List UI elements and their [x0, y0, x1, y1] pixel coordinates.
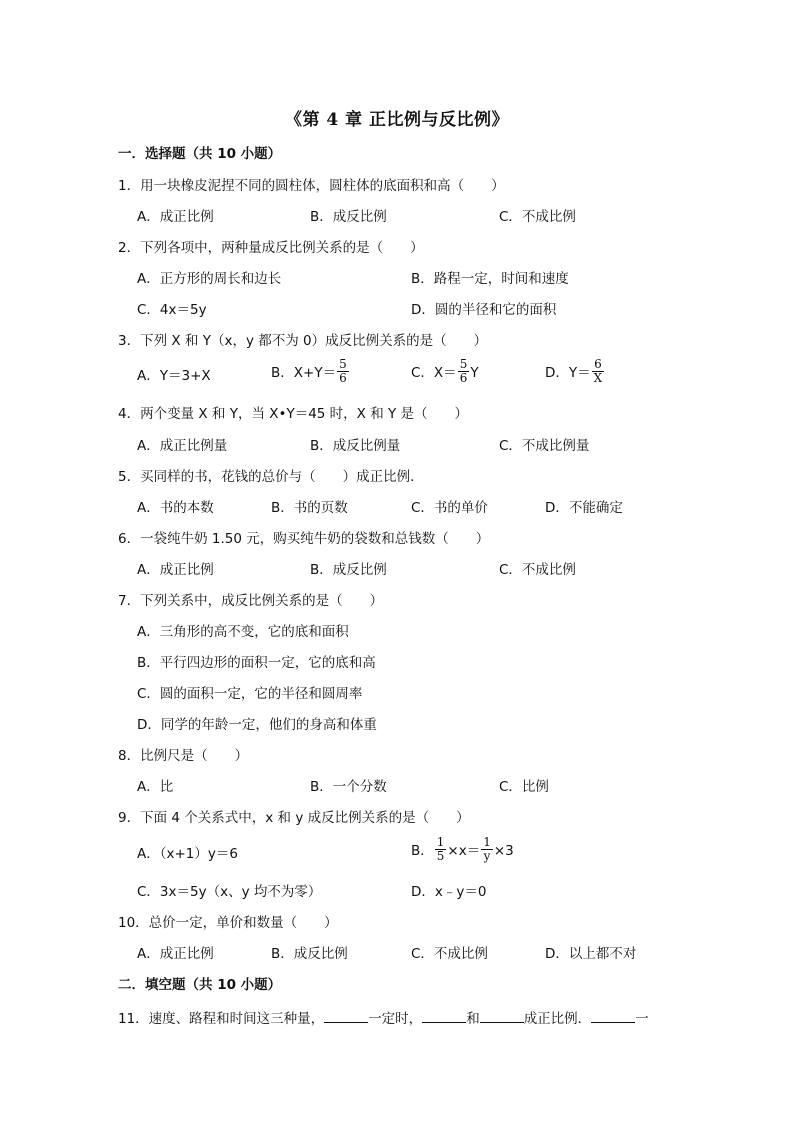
- section-heading-choice: 一．选择题（共 10 小题）: [118, 146, 282, 162]
- q2-option-d: D．圆的半径和它的面积: [411, 302, 557, 318]
- q9-option-b: [411, 835, 514, 864]
- q4-option-b: B．成反比例量: [310, 438, 401, 454]
- q5-option-d: D．不能确定: [545, 500, 623, 516]
- q7-option-c: C．圆的面积一定，它的半径和圆周率: [137, 686, 363, 702]
- q5-option-a: A．书的本数: [137, 500, 214, 516]
- q10-option-d: D．以上都不对: [545, 946, 637, 962]
- q9-option-b-fraction-2: [481, 836, 493, 862]
- q9-option-b-prefix: B．: [411, 843, 434, 860]
- q3-option-c-fraction: [458, 358, 470, 384]
- q6-option-c: C．不成比例: [499, 562, 576, 578]
- q3-option-d: [545, 357, 605, 386]
- answer-blank: [480, 1012, 524, 1023]
- question-6: 6．一袋纯牛奶 1.50 元，购买纯牛奶的袋数和总钱数（ ）: [118, 531, 490, 547]
- q7-option-d: D．同学的年龄一定，他们的身高和体重: [137, 717, 377, 733]
- fraction-numerator: 6: [594, 357, 602, 371]
- q10-option-b: B．成反比例: [271, 946, 348, 962]
- fraction-denominator: X: [593, 370, 603, 385]
- q10-option-c: C．不成比例: [411, 946, 488, 962]
- question-2: 2．下列各项中，两种量成反比例关系的是（ ）: [118, 240, 424, 256]
- q5-option-c: C．书的单价: [411, 500, 488, 516]
- q6-option-a: A．成正比例: [137, 562, 214, 578]
- q9-option-b-suffix: ×3: [493, 843, 514, 860]
- q11-text-2: 一定时，: [368, 1011, 423, 1027]
- q3-option-c-prefix: C．X＝: [411, 365, 457, 382]
- q3-option-d-prefix: D．Y＝: [545, 365, 591, 382]
- q9-option-b-middle: ×x＝: [447, 843, 481, 860]
- answer-blank: [591, 1012, 635, 1023]
- q11-text-5: 一: [635, 1011, 649, 1027]
- question-10: 10．总价一定，单价和数量（ ）: [118, 915, 338, 931]
- fraction-numerator: 5: [459, 357, 468, 371]
- question-5: 5．买同样的书，花钱的总价与（ ）成正比例．: [118, 469, 424, 485]
- q3-option-b: [271, 357, 350, 386]
- q3-option-c-suffix: Y: [470, 365, 479, 382]
- question-9: 9．下面 4 个关系式中，x 和 y 成反比例关系的是（ ）: [118, 810, 470, 826]
- q3-option-b-prefix: B．X+Y＝: [271, 365, 337, 382]
- fraction-denominator: 6: [459, 370, 468, 385]
- q2-option-b: B．路程一定，时间和速度: [411, 271, 569, 287]
- answer-blank: [324, 1012, 368, 1023]
- q9-option-a: A．（x+1）y＝6: [137, 846, 238, 862]
- fraction-numerator: 1: [436, 835, 445, 849]
- q1-option-c: C．不成比例: [499, 209, 576, 225]
- question-7: 7．下列关系中，成反比例关系的是（ ）: [118, 593, 384, 609]
- q6-option-b: B．成反比例: [310, 562, 387, 578]
- q9-option-b-fraction-1: [435, 836, 447, 862]
- question-3: 3．下列 X 和 Y（x，y 都不为 0）成反比例关系的是（ ）: [118, 333, 488, 349]
- question-4: 4．两个变量 X 和 Y，当 X•Y＝45 时，X 和 Y 是（ ）: [118, 406, 469, 422]
- q11-text-4: 成正比例．: [523, 1011, 592, 1027]
- page-title: 《第 4 章 正比例与反比例》: [284, 110, 510, 130]
- section-heading-fill-in: 二．填空题（共 10 小题）: [118, 977, 282, 993]
- q4-option-c: C．不成比例量: [499, 438, 590, 454]
- q3-option-a: A．Y＝3+X: [137, 368, 211, 384]
- answer-blank: [422, 1012, 466, 1023]
- q11-text-3: 和: [466, 1011, 480, 1027]
- fraction-denominator: 5: [436, 848, 445, 863]
- fraction-denominator: y: [483, 848, 491, 863]
- q2-option-c: C．4x＝5y: [137, 302, 207, 318]
- q1-option-a: A．成正比例: [137, 209, 214, 225]
- q9-option-d: D．x﹣y＝0: [411, 884, 487, 900]
- q8-option-c: C．比例: [499, 779, 549, 795]
- q9-option-c: C．3x＝5y（x、y 均不为零）: [137, 884, 322, 900]
- q1-option-b: B．成反比例: [310, 209, 387, 225]
- q4-option-a: A．成正比例量: [137, 438, 228, 454]
- q8-option-a: A．比: [137, 779, 174, 795]
- question-11: [118, 1012, 649, 1027]
- fraction-numerator: 1: [483, 835, 491, 849]
- fraction-denominator: 6: [339, 370, 347, 385]
- fraction-numerator: 5: [339, 357, 347, 371]
- q11-text-1: 11．速度、路程和时间这三种量，: [118, 1011, 325, 1027]
- q5-option-b: B．书的页数: [271, 500, 348, 516]
- q2-option-a: A．正方形的周长和边长: [137, 271, 282, 287]
- q3-option-c: [411, 357, 479, 386]
- question-1: 1．用一块橡皮泥捏不同的圆柱体，圆柱体的底面积和高（ ）: [118, 178, 505, 194]
- question-8: 8．比例尺是（ ）: [118, 748, 249, 764]
- q7-option-b: B．平行四边形的面积一定，它的底和高: [137, 655, 376, 671]
- q3-option-d-fraction: [592, 358, 605, 384]
- q10-option-a: A．成正比例: [137, 946, 214, 962]
- q7-option-a: A．三角形的高不变，它的底和面积: [137, 624, 349, 640]
- q8-option-b: B．一个分数: [310, 779, 387, 795]
- q3-option-b-fraction: [337, 358, 349, 384]
